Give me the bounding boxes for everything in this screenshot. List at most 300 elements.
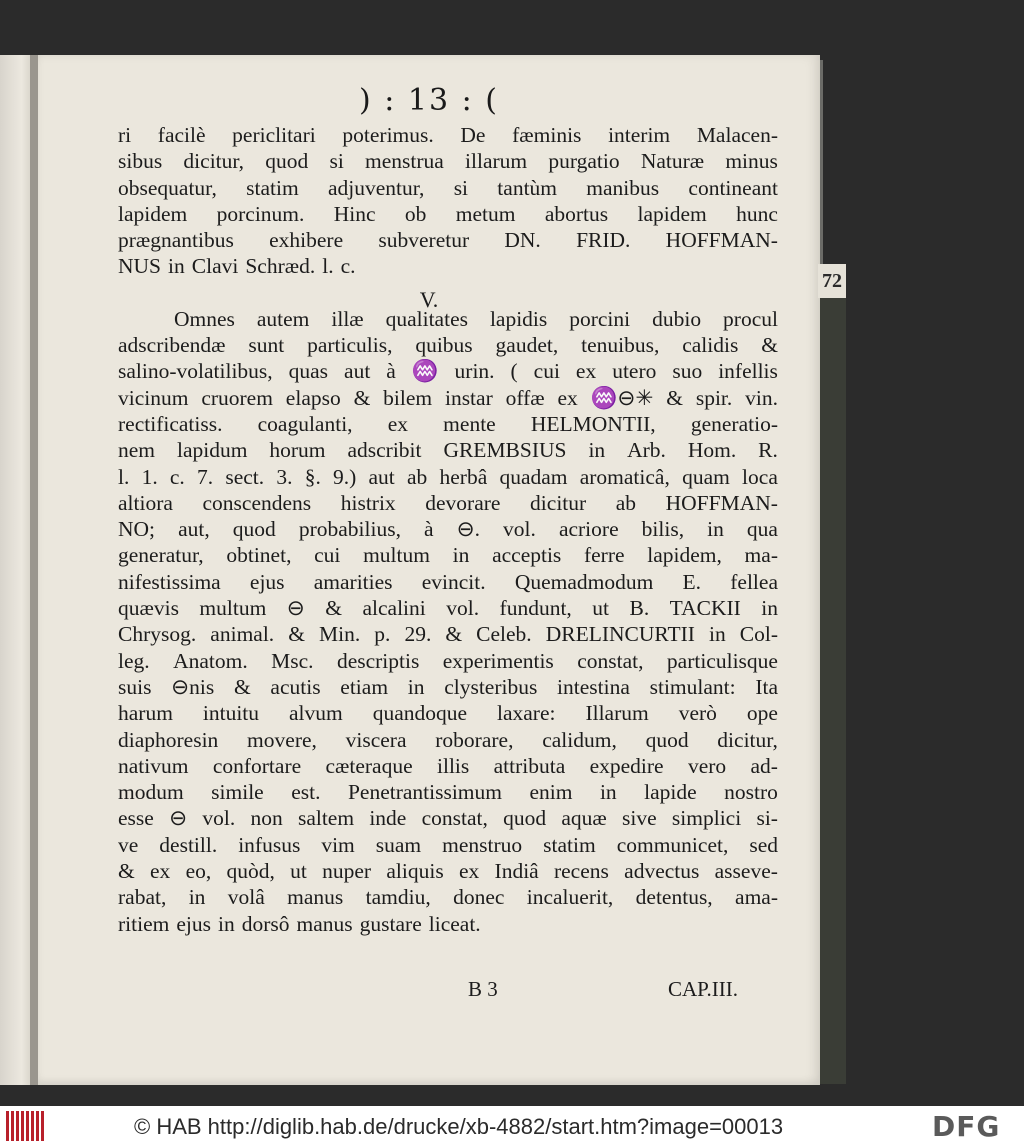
text-line [118,228,778,254]
word: est. [291,780,321,805]
dfg-logo: DFG [932,1110,1001,1143]
page-number-header: ) : 13 : ( [359,83,499,118]
word: DN. [504,228,541,253]
word: salino-volatilibus, [118,359,273,384]
word: acceptis [492,543,562,568]
text-line [118,780,778,806]
text-line [118,465,778,491]
word: l. [322,254,334,279]
word: animal. [210,622,275,647]
word: TACKII [669,596,741,621]
word: ob [404,201,427,226]
word: clysteribus [444,674,538,699]
word: ut [290,859,307,884]
word: Min. [319,622,361,647]
word: p. [374,622,391,647]
word: histrix [340,490,396,515]
word: 3. [276,464,293,489]
word: quod [645,727,689,752]
word: ma- [744,543,778,568]
word: Omnes [174,306,235,331]
word: quandoque [372,701,468,726]
word: ut [592,596,610,621]
word: confortare [212,753,302,778]
word: asseve- [714,859,778,884]
word: manus [296,911,353,936]
word: vol. [202,806,236,831]
text-line [118,202,778,228]
text-line [118,675,778,701]
word: simplici [671,806,742,831]
word: diaphoresin [118,727,219,752]
word: statim [543,832,596,857]
word: à [386,359,396,384]
word: tamdiu, [365,885,431,910]
word: ab [615,490,637,515]
word: hunc [736,201,778,226]
word: ejus [176,911,211,936]
book-page [38,55,820,1085]
text-line [118,912,778,938]
word: Hinc [333,201,376,226]
word: abortus [544,201,609,226]
word: & [233,674,251,699]
word: 29. [404,622,432,647]
word: dorsô [241,911,290,936]
word: laxare: [497,701,556,726]
word: ferre [583,543,625,568]
word: vin. [745,385,778,410]
word: subveretur [378,228,470,253]
word: HOFFMAN- [665,490,778,515]
word: si [329,149,344,174]
word: & [118,859,135,884]
word: porcinum. [216,201,305,226]
word: incaluerit, [526,885,614,910]
word: lapidis [489,306,548,331]
word: statim [246,175,299,200]
word: saltem [297,806,355,831]
word: poterimus. [342,123,434,147]
text-line [118,859,778,885]
word: eo, [185,859,212,884]
text-line [118,333,778,359]
word: prægnantibus [118,228,234,253]
word: vero [687,753,727,778]
word: ⊖nis [171,674,215,699]
word: cruorem [201,385,273,410]
word: tantùm [497,175,558,200]
word: Naturæ [640,149,705,174]
word: modum [118,780,184,805]
barcode-icon [6,1111,46,1141]
section-numeral: V. [419,287,439,312]
word: aut [344,359,371,384]
word: NO; [118,517,156,542]
word: sed [749,832,778,857]
word: nuper [322,859,372,884]
word: Col- [739,622,778,647]
word: Ita [755,674,778,699]
text-line [118,123,778,149]
word: 1. [141,464,158,489]
word: adscribendæ [118,333,226,358]
word: aut [368,464,395,489]
word: & [761,333,778,358]
word: generatur, [118,543,204,568]
text-line [118,570,778,596]
margin-tab-strip [820,298,846,1084]
word: E. [682,569,702,594]
text-line [118,254,778,280]
word: intuitu [202,701,260,726]
word: periclitari [232,123,316,147]
word: minus [725,149,778,174]
word: in [452,543,470,568]
text-line [118,622,778,648]
word: cui [314,543,341,568]
word: calidis [682,333,739,358]
text-line [118,701,778,727]
word: conscendens [202,490,312,515]
word: ex [458,859,480,884]
word: Chrysog. [118,622,197,647]
word: elapso [285,385,341,410]
word: à [424,517,434,542]
word: attributa [493,753,566,778]
word: Msc. [271,648,314,673]
word: harum [118,701,173,726]
word: Illarum [585,701,649,726]
word: Schræd. [245,254,316,279]
word: & [288,622,305,647]
word: fellea [730,569,778,594]
word: instar [444,385,493,410]
catchword: CAP.III. [668,977,739,1001]
word: HOFFMAN- [665,228,778,253]
word: quibus [415,333,473,358]
word: evincit. [421,569,486,594]
word: expedire [589,753,664,778]
word: & [353,385,371,410]
word: urin. [454,359,495,384]
word: multum [363,543,430,568]
copyright-url[interactable]: © HAB http://diglib.hab.de/drucke/xb-4882/start.htm?image=00013 [134,1114,784,1139]
word: quod [265,149,309,174]
word: generatio- [690,411,778,436]
word: illarum [465,149,528,174]
word: particulis, [307,333,393,358]
word: in [599,780,617,805]
word: 9.) [333,464,357,489]
word: HELMONTII, [530,411,656,436]
word: autem [256,306,310,331]
word: sect. [225,464,265,489]
word: ex [575,359,597,384]
word: acutis [270,674,321,699]
word: Penetrantissimum [347,780,503,805]
word: FRID. [576,228,631,253]
word: c. [340,254,356,279]
word: utero [612,359,657,384]
word: volâ [227,885,265,910]
word: in [218,911,235,936]
word: fæminis [512,123,582,147]
text-line [118,438,778,464]
word: sibus [118,149,163,174]
word: in [588,438,606,463]
word: lapidem [118,201,188,226]
word: nifestissima [118,569,221,594]
text-line [118,596,778,622]
word: alcalini [362,596,426,621]
text-line [118,176,778,202]
word: Celeb. [476,622,532,647]
word: Clavi [191,254,239,279]
word: movere, [247,727,317,752]
word: ve [118,832,139,857]
word: lapidem, [647,543,722,568]
text-line [118,754,778,780]
word: si- [756,806,778,831]
word: suam [375,832,422,857]
word: rabat, [118,885,167,910]
word: non [250,806,283,831]
word: nem [118,438,156,463]
word: l. [118,464,130,489]
word: suo [672,359,703,384]
word: detentus, [635,885,713,910]
word: ex [150,859,171,884]
word: exhibere [269,228,344,253]
word: esse [118,806,154,831]
word: ⊖. [456,517,480,542]
word: rectificatiss. [118,411,223,436]
word: enim [529,780,573,805]
word: infusus [238,832,301,857]
word: 7. [197,464,214,489]
word: bilem [383,385,433,410]
word: in [188,885,206,910]
word: manibus [586,175,660,200]
word: ope [746,701,778,726]
text-line [118,386,778,412]
word: ad- [750,753,778,778]
word: loca [742,464,778,489]
word: & [666,385,683,410]
word: communicet, [616,832,729,857]
word: ri [118,123,132,147]
word: mente [443,411,496,436]
word: verò [678,701,717,726]
word: dicitur [530,490,587,515]
word: menstrua [365,149,444,174]
text-line [118,885,778,911]
word: procul [723,306,778,331]
word: porcini [569,306,631,331]
body-text [118,123,778,938]
margin-page-tab: 72 [818,264,846,298]
word: multum [199,596,267,621]
word: infellis [718,359,778,384]
word: B. [629,596,650,621]
word: R. [758,438,778,463]
word: intestina [557,674,630,699]
text-line [118,543,778,569]
word: Hom. [687,438,737,463]
word: cui [533,359,560,384]
word: NUS [118,254,162,279]
word: c. [169,464,185,489]
word: obtinet, [226,543,292,568]
word: experimentis [442,648,554,673]
word: interim [608,123,671,147]
word: particulisque [666,648,778,673]
word: recens [553,859,609,884]
word: illæ [331,306,364,331]
word: aliquis [386,859,444,884]
word: vol. [446,596,480,621]
page-gutter [30,55,38,1085]
word: liceat. [428,911,481,936]
word: Anatom. [173,648,248,673]
word: dicitur, [183,149,245,174]
word: lapidem [637,201,707,226]
word: ⊖ [286,596,305,621]
word: constat, [421,806,488,831]
word: & [325,596,342,621]
word: ejus [249,569,285,594]
word: alvum [289,701,343,726]
word: destill. [159,832,218,857]
word: §. [304,464,321,489]
word: Quemadmodum [514,569,654,594]
word: ⊖ [169,806,188,831]
word: ritiem [118,911,170,936]
word: aut, [178,517,210,542]
word: manus [287,885,344,910]
text-line [118,412,778,438]
word: lapide [644,780,697,805]
word: ab [407,464,428,489]
word: in [761,596,778,621]
word: probabilius, [298,517,401,542]
text-line [118,806,778,832]
word: si [453,175,469,200]
word: in [407,674,425,699]
word: aromaticâ, [579,464,670,489]
word: in [707,517,724,542]
word: & [445,622,463,647]
word: lapidum [176,438,248,463]
word: menstruo [442,832,523,857]
word: sunt [248,333,285,358]
word: De [460,123,486,147]
word: obsequatur, [118,175,217,200]
text-line [118,728,778,754]
word: quævis [118,596,179,621]
word: sive [622,806,657,831]
word: horum [269,438,326,463]
word: offæ [505,385,545,410]
word: ( [510,359,518,384]
word: facilè [157,123,206,147]
word: quam [682,464,730,489]
word: coagulanti, [257,411,353,436]
word: qua [746,517,778,542]
word: aquæ [561,806,607,831]
word: bilis, [641,517,685,542]
word: illis [437,753,470,778]
word: tenuibus, [581,333,660,358]
word: quas [288,359,329,384]
word: Malacen- [696,123,778,147]
word: advectus [624,859,700,884]
word: GREMBSIUS [443,438,567,463]
word: qualitates [385,306,468,331]
word: stimulant: [649,674,736,699]
word: ex [387,411,409,436]
word: vim [321,832,355,857]
word: descriptis [336,648,420,673]
word: gaudet, [495,333,559,358]
text-line [118,649,778,675]
word: inde [369,806,407,831]
word: constat, [577,648,644,673]
word: altiora [118,490,173,515]
word: gustare [359,911,422,936]
word: quod [232,517,276,542]
word: quòd, [226,859,275,884]
word: simile [211,780,264,805]
word: Indiâ [494,859,539,884]
word: dicitur, [717,727,778,752]
word: vicinum [118,385,189,410]
word: suis [118,674,152,699]
word: in [708,622,726,647]
text-line [118,491,778,517]
word: acriore [558,517,619,542]
word: metum [455,201,516,226]
word: nativum [118,753,189,778]
word: amarities [313,569,393,594]
word: spir. [695,385,733,410]
word: viscera [345,727,407,752]
text-line [118,833,778,859]
word: roborare, [435,727,514,752]
word: herbâ [439,464,488,489]
word: dubio [652,306,702,331]
word: cæteraque [325,753,413,778]
word: adscribit [347,438,422,463]
word: calidum, [542,727,617,752]
word: ama- [735,885,778,910]
word: quadam [499,464,568,489]
word: donec [453,885,505,910]
word: nostro [724,780,778,805]
word: quod [503,806,547,831]
word: contineant [688,175,778,200]
word: in [168,254,185,279]
word: DRELINCURTII [545,622,695,647]
word: ♒⊖✳ [590,385,654,410]
word: ex [557,385,578,410]
word: Arb. [627,438,666,463]
word: adjuventur, [327,175,425,200]
word: fundunt, [499,596,572,621]
text-line [118,517,778,543]
signature-mark: B 3 [468,977,498,1001]
